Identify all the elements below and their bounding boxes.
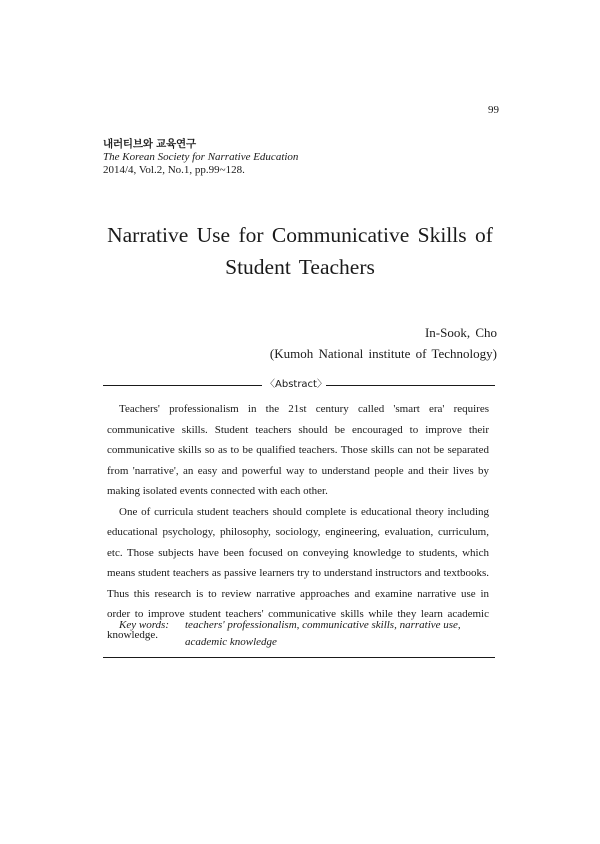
author-block — [270, 322, 497, 364]
abstract-bottom-rule — [103, 657, 495, 658]
paper-title-line-1: Narrative Use for Communicative Skills of — [107, 223, 493, 247]
author-name: In-Sook, Cho — [424, 325, 497, 340]
keywords — [119, 617, 494, 651]
abstract-body — [107, 399, 489, 645]
keywords-line-2: academic knowledge — [185, 636, 277, 648]
paper-title — [0, 219, 600, 283]
abstract-label: 〈Abstract〉 — [265, 379, 327, 390]
page-number: 99 — [488, 104, 499, 116]
abstract-divider-left-line — [103, 385, 262, 386]
paper-title-line-2: Student Teachers — [225, 255, 375, 279]
author-affiliation: (Kumoh National institute of Technology) — [269, 346, 497, 361]
issue-info: 2014/4, Vol.2, No.1, pp.99~128. — [103, 164, 245, 176]
abstract-divider-right-line — [326, 385, 495, 386]
journal-name-english: The Korean Society for Narrative Education — [103, 151, 299, 163]
keywords-line-1: teachers' professionalism, communicative skills, narrative use, — [185, 619, 461, 631]
journal-name-korean: 내러티브와 교육연구 — [103, 138, 196, 150]
abstract-paragraph-1: Teachers' professionalism in the 21st century called 'smart era' requires communicative skills. Student teachers should be encouraged to improve their communicative skills so as to be qualified teachers. Those skills can not be separated from 'narrative', an easy and powerful way to understand people and their lives by making isolated events connected with each other. — [107, 403, 489, 497]
abstract-paragraph-2: One of curricula student teachers should complete is educational theory including educational psychology, philosophy, sociology, engineering, evaluation, curriculum, etc. Those subjects have been focused on conveying knowledge to students, which means student teachers as passive learners try to understand instructors and textbooks. Thus this research is to review narrative approaches and examine narrative use in order to improve student teachers' communicative skills while they learn academic knowledge. — [107, 505, 489, 641]
journal-header — [103, 138, 298, 177]
abstract-divider — [103, 378, 495, 392]
keywords-label: Key words: — [119, 619, 170, 631]
